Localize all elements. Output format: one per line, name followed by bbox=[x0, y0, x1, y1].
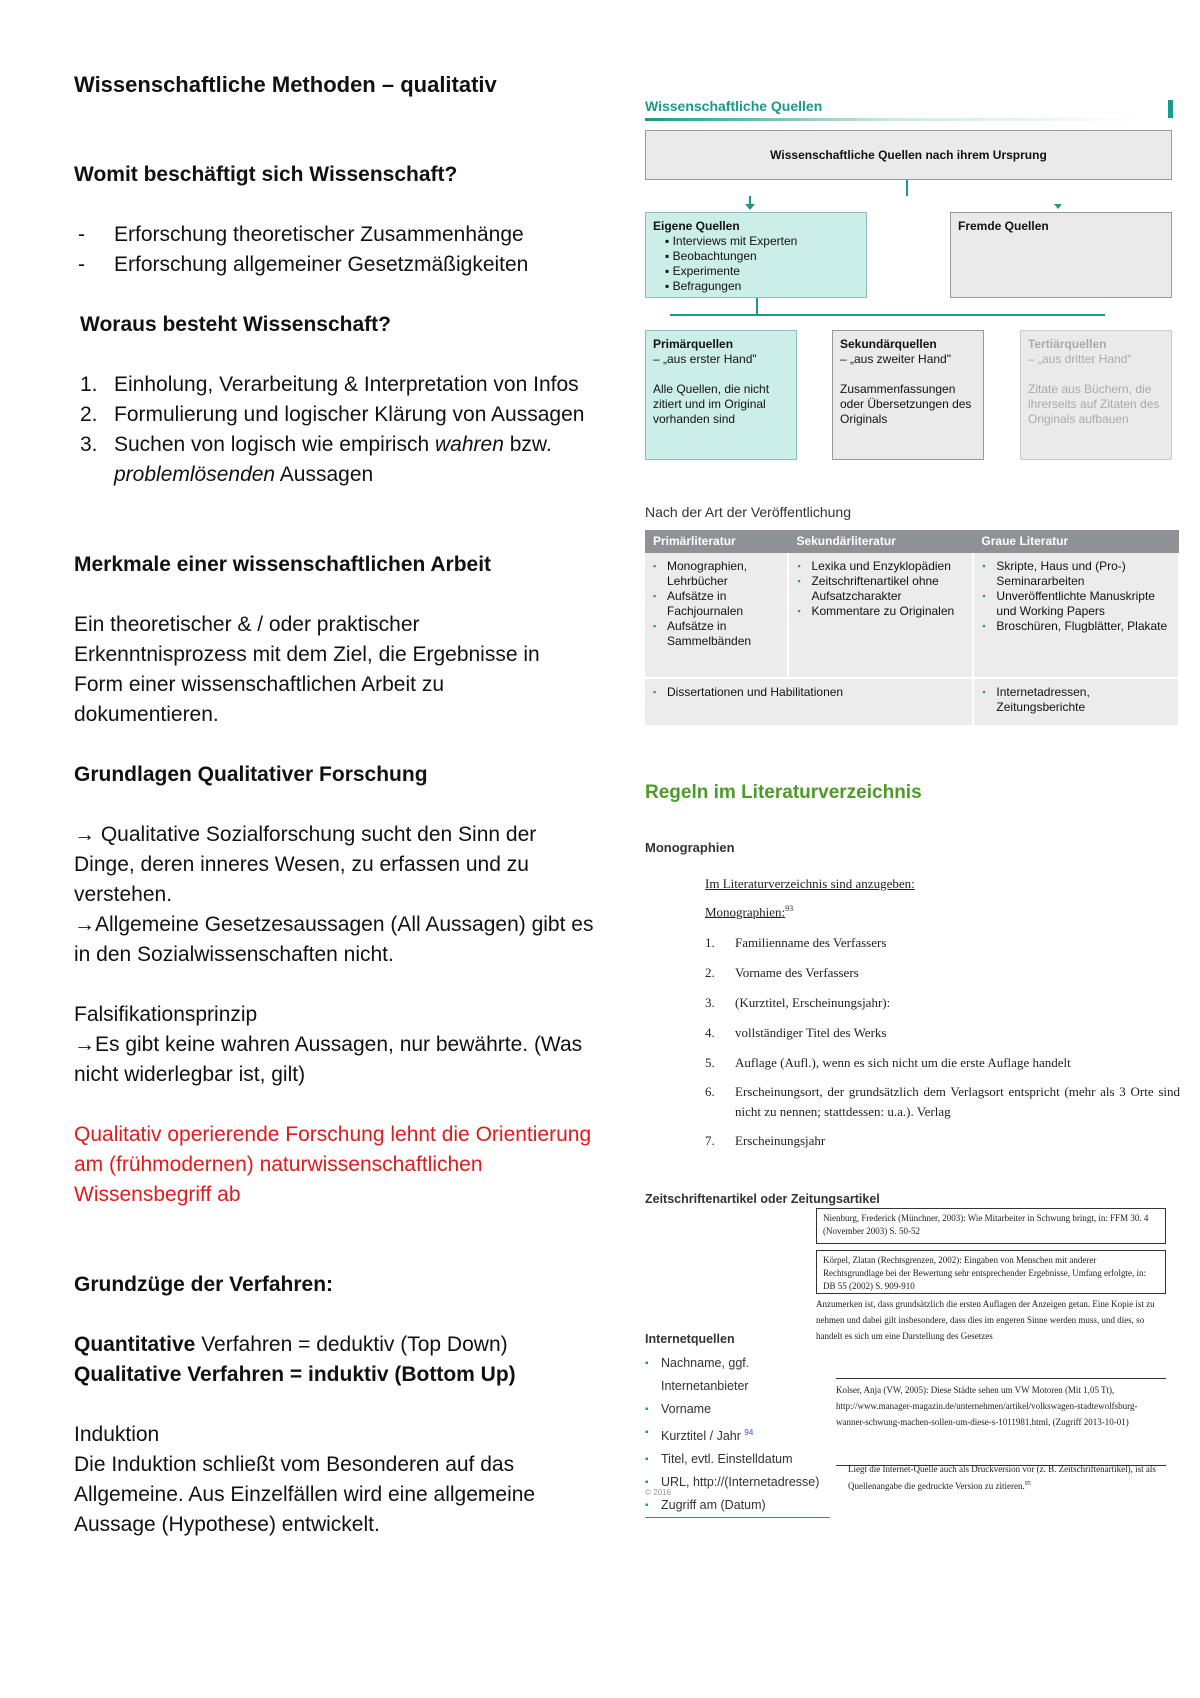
own-sources-box: Eigene Quellen ▪ Interviews mit Experten ▪ Beobachtungen ▪ Experimente ▪ Befragungen bbox=[645, 212, 867, 298]
list-item: - Erforschung theoretischer Zusammenhänge bbox=[74, 220, 594, 250]
table-row: ▪ Dissertationen und Habilitationen ▪ Internetadressen, Zeitungsberichte bbox=[645, 678, 1179, 725]
list-item: ▪ URL, http://(Internetadresse) bbox=[645, 1471, 830, 1494]
grundlagen-text-2: →Allgemeine Gesetzesaussagen (All Aussagen) gibt es in den Sozialwissenschaften nicht. bbox=[74, 913, 594, 966]
table-row: ▪ Monographien, Lehrbücher ▪ Aufsätze in Fachjournalen ▪ Aufsätze in Sammelbänden ▪ Lexika und Enzyklopädien ▪ Zeitschriftenartikel ohne Aufsatzcharakter ▪ Kommentare zu Originalen ▪ Skripte, Haus und (Pro-) Seminararbeiten ▪ Unveröffentlichte Manuskripte und Working Papers ▪ Broschüren, Flugblätter, Plakate bbox=[645, 553, 1179, 678]
table-header: Graue Literatur bbox=[973, 530, 1179, 553]
own-item: ▪ Experimente bbox=[665, 264, 740, 278]
secondary-sources-box: Sekundärquellen – „aus zweiter Hand" Zusammenfassungen oder Übersetzungen des Originals bbox=[832, 330, 984, 460]
falsifikation-heading: Falsifikationsprinzip bbox=[74, 1003, 258, 1026]
left-column bbox=[74, 70, 594, 1540]
zeitschriften-label: Zeitschriftenartikel oder Zeitungsartikel bbox=[645, 1192, 880, 1206]
list-item: ▪ Titel, evtl. Einstelldatum bbox=[645, 1448, 830, 1471]
own-item: ▪ Befragungen bbox=[665, 279, 742, 293]
induktion-heading: Induktion bbox=[74, 1423, 160, 1446]
list-item: ▪ Nachname, ggf. Internetanbieter bbox=[645, 1352, 830, 1398]
citation-example-2: Körpel, Zlatan (Rechtsgrenzen, 2002): Eingaben von Menschen mit anderer Rechtsgrundlage bei der Bewertung sehr entsprechender Ergebnisse, Umfang erfolgte, in: DB 55 (2002) S. 909-910 bbox=[816, 1250, 1166, 1294]
list-item: 1. Einholung, Verarbeitung & Interpretation von Infos bbox=[80, 373, 579, 396]
title-rule bbox=[645, 118, 1150, 121]
question-2: Woraus besteht Wissenschaft? bbox=[80, 313, 391, 336]
table-header: Primärliteratur bbox=[645, 530, 788, 553]
page-title: Wissenschaftliche Methoden – qualitativ bbox=[74, 72, 497, 97]
monographien-label: Monographien bbox=[645, 840, 735, 855]
zeitschriften-note: Anzumerken ist, dass grundsätzlich die ersten Auflagen der Anzeigen getan. Eine Kopie ist zu nehmen und dabei gilt insbesondere, dass dies im engeren Sinne werden muss, und dies, so handelt es sich um eine Darstellung des Gesetzes bbox=[816, 1299, 1155, 1341]
connector bbox=[906, 180, 908, 196]
qualitative-line: Qualitative Verfahren = induktiv (Bottom Up) bbox=[74, 1363, 516, 1386]
own-item: ▪ Beobachtungen bbox=[665, 249, 757, 263]
merkmale-text: Ein theoretischer & / oder praktischer Erkenntnisprozess mit dem Ziel, die Ergebnisse in Form einer wissenschaftlichen Arbeit zu dokumentieren. bbox=[74, 613, 540, 726]
grundzuege-heading: Grundzüge der Verfahren: bbox=[74, 1273, 334, 1296]
table-header: Sekundärliteratur bbox=[788, 530, 973, 553]
q2-list bbox=[74, 370, 594, 490]
primary-sources-box: Primärquellen – „aus erster Hand" Alle Quellen, die nicht zitiert und im Original vorhanden sind bbox=[645, 330, 797, 460]
internet-label: Internetquellen bbox=[645, 1332, 735, 1346]
connector bbox=[756, 298, 758, 314]
list-item: - Erforschung allgemeiner Gesetzmäßigkeiten bbox=[74, 250, 594, 280]
connector bbox=[670, 314, 1105, 316]
monographien-excerpt: Im Literaturverzeichnis sind anzugeben: Monographien:$^{93}$ 1. Familienname des Verfassers 2. Vorname des Verfassers 3. (Kurztitel, Erscheinungsjahr): 4. vollständiger Titel des Werks 5. Auflage (Aufl.), wenn es sich nicht um die erste Auflage handelt 6. Erscheinungsort, der grundsätzlich dem Verlagsort entspricht (mehr als 3 Orte sind nicht zu nennen; stattdessen: u.a.). Verlag 7. Erscheinungsjahr bbox=[705, 876, 1180, 1149]
grundlagen-heading: Grundlagen Qualitativer Forschung bbox=[74, 763, 428, 786]
merkmale-heading: Merkmale einer wissenschaftlichen Arbeit bbox=[74, 553, 492, 576]
sources-title: Wissenschaftliche Quellen bbox=[645, 98, 823, 114]
internet-list bbox=[645, 1352, 830, 1518]
citation-example-1: Nienburg, Frederick (Münchner, 2003): Wie Mitarbeiter in Schwung bringt, in: FFM 30. 4 (November 2003) S. 50-52 bbox=[816, 1208, 1166, 1244]
origin-header: Wissenschaftliche Quellen nach ihrem Ursprung bbox=[645, 130, 1172, 180]
quantitative-line: Quantitative Verfahren = deduktiv (Top Down) bbox=[74, 1333, 508, 1356]
induktion-text: Die Induktion schließt vom Besonderen auf das Allgemeine. Aus Einzelfällen wird eine allgemeine Aussage (Hypothese) entwickelt. bbox=[74, 1453, 536, 1536]
tertiary-sources-box: Tertiärquellen – „aus dritter Hand" Zitate aus Büchern, die ihrerseits auf Zitaten des Originals aufbauen bbox=[1020, 330, 1172, 460]
question-1: Womit beschäftigt sich Wissenschaft? bbox=[74, 163, 458, 186]
own-item: ▪ Interviews mit Experten bbox=[665, 234, 798, 248]
arrow-down-icon bbox=[1054, 204, 1062, 209]
q1-list bbox=[74, 220, 594, 280]
publication-table bbox=[645, 530, 1180, 725]
list-item: ▪ Vorname bbox=[645, 1398, 830, 1421]
list-item: ▪ Kurztitel / Jahr $^{94}$ bbox=[645, 1421, 830, 1448]
red-statement: Qualitativ operierende Forschung lehnt die Orientierung am (frühmodernen) naturwissenschaftlichen Wissensbegriff ab bbox=[74, 1123, 592, 1206]
corner-mark bbox=[1168, 100, 1173, 118]
foreign-sources-box: Fremde Quellen bbox=[950, 212, 1172, 298]
grundlagen-text-1: → Qualitative Sozialforschung sucht den Sinn der Dinge, deren inneres Wesen, zu erfassen und zu verstehen. bbox=[74, 823, 537, 906]
rules-heading: Regeln im Literaturverzeichnis bbox=[645, 782, 922, 803]
publication-caption: Nach der Art der Veröffentlichung bbox=[645, 504, 851, 520]
arrow-down-icon bbox=[745, 204, 755, 210]
list-item: 2. Formulierung und logischer Klärung von Aussagen bbox=[80, 403, 585, 426]
internet-citation-box: Kolser, Anja (VW, 2005): Diese Städte sehen um VW Motoren (Mit 1,05 Tt), http://www.manager-magazin.de/unternehmen/artikel/volkswagen-stadtewolfsburg-wanner-schwung-machen-sollen-um-diese-s-1011981.html, (Zugriff 2013-10-01) bbox=[836, 1378, 1166, 1466]
list-item: ▪ Zugriff am (Datum) bbox=[645, 1494, 830, 1518]
page-number: © 2016 bbox=[645, 1488, 671, 1497]
internet-note: Liegt die Internet-Quelle auch als Druckversion vor (z. B. Zeitschriftenartikel), ist als Quellenangabe die gedruckte Version zu zitieren.$^{95}$ bbox=[848, 1464, 1156, 1491]
falsifikation-text: →Es gibt keine wahren Aussagen, nur bewährte. (Was nicht widerlegbar ist, gilt) bbox=[74, 1033, 583, 1086]
list-item: 3. Suchen von logisch wie empirisch wahren bzw. problemlösenden Aussagen bbox=[80, 433, 552, 486]
